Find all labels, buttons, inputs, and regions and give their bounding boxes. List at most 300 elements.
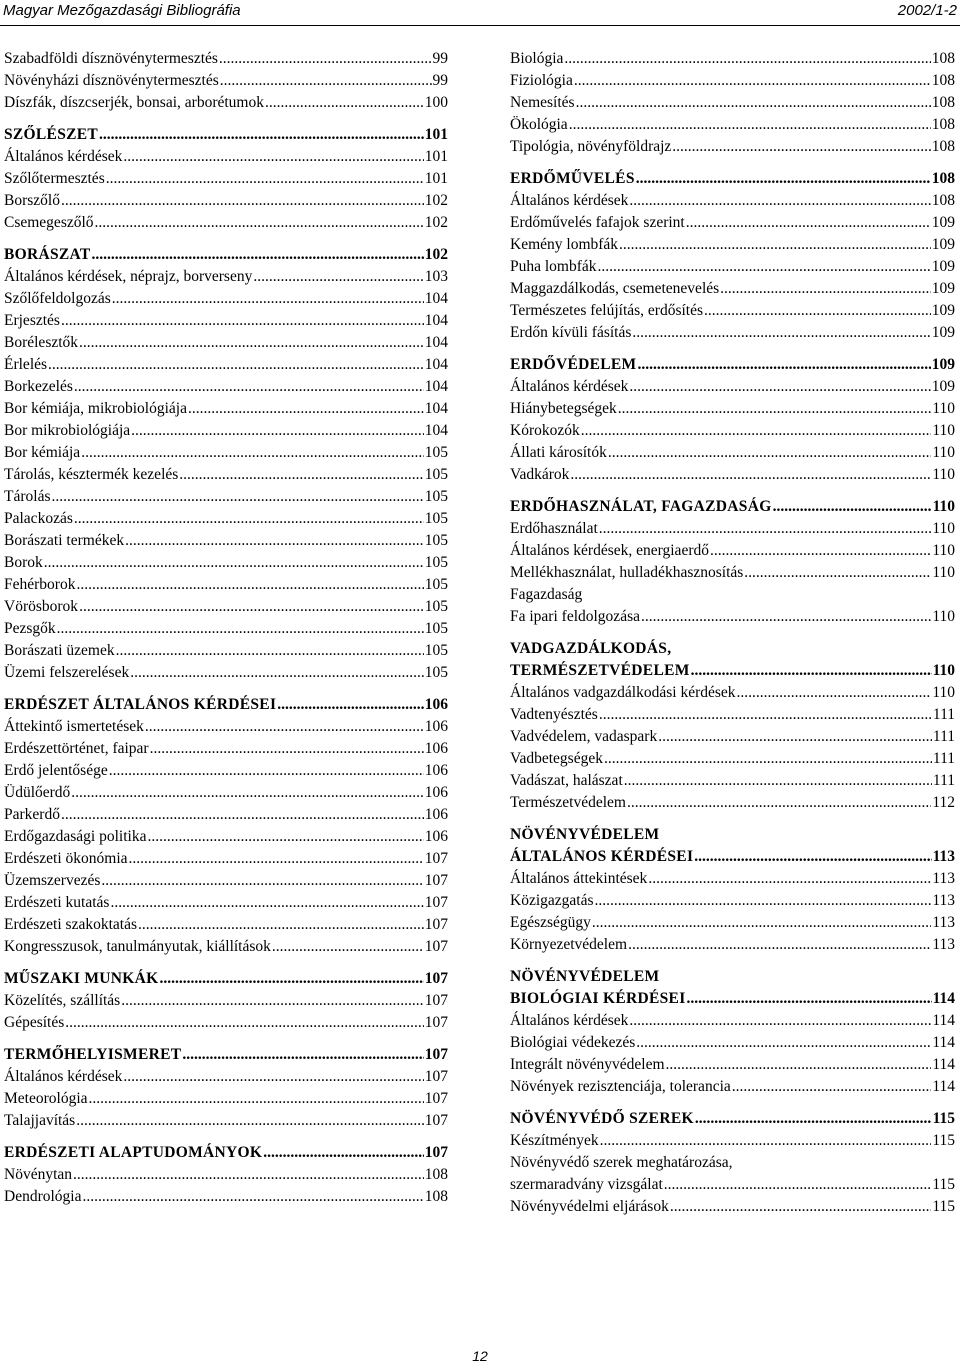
toc-entry xyxy=(510,748,955,770)
toc-entry xyxy=(510,464,955,486)
toc-entry xyxy=(510,1032,955,1054)
toc-entry xyxy=(510,1076,955,1098)
dot-leader xyxy=(218,48,432,70)
dot-leader xyxy=(597,256,931,278)
dot-leader xyxy=(635,1032,931,1054)
dot-leader xyxy=(694,1108,932,1130)
page-ref: 109 xyxy=(931,236,955,253)
page-ref: 107 xyxy=(424,850,448,867)
toc-entry xyxy=(510,770,955,792)
toc-section-heading xyxy=(4,1142,448,1164)
dot-leader xyxy=(563,48,930,70)
page-ref: 102 xyxy=(424,246,448,263)
dot-leader xyxy=(94,212,424,234)
page-ref: 110 xyxy=(932,542,955,559)
dot-leader xyxy=(628,1010,931,1032)
toc-entry xyxy=(510,48,955,70)
page-ref: 105 xyxy=(424,466,448,483)
entry-title: Erdészeti ökonómia xyxy=(4,850,128,867)
entry-title: Üzemszervezés xyxy=(4,872,101,889)
dot-leader xyxy=(80,442,424,464)
page-ref: 105 xyxy=(424,664,448,681)
toc-entry xyxy=(4,826,448,848)
toc-entry xyxy=(510,278,955,300)
dot-leader xyxy=(64,1012,423,1034)
toc-entry xyxy=(510,868,955,890)
dot-leader xyxy=(569,464,931,486)
entry-title: Tipológia, növényföldrajz xyxy=(510,138,672,155)
section-heading-line: VADGAZDÁLKODÁS, xyxy=(510,640,672,657)
entry-title: Integrált növényvédelem xyxy=(510,1056,665,1073)
toc-entry xyxy=(510,792,955,814)
page-ref: 107 xyxy=(424,872,448,889)
entry-title: Borélesztők xyxy=(4,334,79,351)
dot-leader xyxy=(252,266,423,288)
page-ref: 107 xyxy=(424,970,448,987)
page-ref: 105 xyxy=(424,488,448,505)
dot-leader xyxy=(599,1130,932,1152)
dot-leader xyxy=(617,398,932,420)
entry-title: Általános kérdések xyxy=(4,148,123,165)
toc-entry xyxy=(4,804,448,826)
dot-leader xyxy=(158,968,423,990)
section-title: BIOLÓGIAI KÉRDÉSEI xyxy=(510,990,686,1007)
entry-title: Maggazdálkodás, csemetenevelés xyxy=(510,280,720,297)
toc-entry xyxy=(4,92,448,114)
dot-leader xyxy=(43,552,424,574)
page-ref: 105 xyxy=(424,554,448,571)
toc-entry xyxy=(4,1088,448,1110)
toc-section-heading xyxy=(510,496,955,518)
toc-entry xyxy=(4,190,448,212)
page-ref: 107 xyxy=(424,894,448,911)
page-ref: 110 xyxy=(932,662,955,679)
dot-leader xyxy=(623,770,932,792)
entry-title: Csemegeszőlő xyxy=(4,214,94,231)
section-title: BORÁSZAT xyxy=(4,246,91,263)
page-ref: 114 xyxy=(932,1012,955,1029)
toc-entry-label: Fagazdaság xyxy=(510,586,583,603)
dot-leader xyxy=(73,508,424,530)
dot-leader xyxy=(262,1142,424,1164)
page-ref: 105 xyxy=(424,620,448,637)
page-ref: 108 xyxy=(931,138,955,155)
page-ref: 114 xyxy=(932,1056,955,1073)
entry-title: Növényházi dísznövénytermesztés xyxy=(4,72,219,89)
section-title: ERDÉSZET ÁLTALÁNOS KÉRDÉSEI xyxy=(4,696,277,713)
toc-entry xyxy=(4,310,448,332)
dot-leader xyxy=(736,682,932,704)
toc-entry xyxy=(510,376,955,398)
dot-leader xyxy=(120,990,424,1012)
dot-leader xyxy=(731,1076,932,1098)
toc-entry xyxy=(4,1110,448,1132)
entry-title: Hiánybetegségek xyxy=(510,400,617,417)
section-heading-line: NÖVÉNYVÉDELEM xyxy=(510,968,660,985)
page-ref: 113 xyxy=(932,936,955,953)
page-ref: 115 xyxy=(932,1198,955,1215)
toc-entry xyxy=(4,146,448,168)
page-ref: 102 xyxy=(424,192,448,209)
entry-title: Általános kérdések xyxy=(4,1068,123,1085)
toc-entry xyxy=(4,782,448,804)
dot-leader xyxy=(647,868,931,890)
page-ref: 107 xyxy=(424,938,448,955)
entry-title: Erdőművelés fafajok szerint xyxy=(510,214,685,231)
toc-entry xyxy=(4,574,448,596)
page-ref: 113 xyxy=(932,914,955,931)
dot-leader xyxy=(636,354,930,376)
dot-leader xyxy=(98,124,424,146)
toc-entry xyxy=(4,870,448,892)
dot-leader xyxy=(187,398,424,420)
page-ref: 115 xyxy=(932,1132,955,1149)
page-ref: 109 xyxy=(931,378,955,395)
entry-title: Általános kérdések, néprajz, borverseny xyxy=(4,268,253,285)
dot-leader xyxy=(663,1174,932,1196)
toc-entry xyxy=(4,990,448,1012)
page-ref: 104 xyxy=(424,356,448,373)
page-ref: 108 xyxy=(931,192,955,209)
entry-title: Környezetvédelem xyxy=(510,936,628,953)
page-ref: 107 xyxy=(424,1046,448,1063)
page-ref: 110 xyxy=(932,400,955,417)
page-ref: 108 xyxy=(931,116,955,133)
toc-entry xyxy=(4,266,448,288)
toc-entry xyxy=(510,890,955,912)
dot-leader xyxy=(178,464,423,486)
toc-entry xyxy=(4,1066,448,1088)
page-ref: 105 xyxy=(424,532,448,549)
entry-title: Vadászat, halászat xyxy=(510,772,623,789)
entry-title: Nemesítés xyxy=(510,94,575,111)
toc-entry xyxy=(510,912,955,934)
toc-right-column xyxy=(510,48,955,1218)
dot-leader xyxy=(575,92,931,114)
toc-entry xyxy=(510,726,955,748)
entry-title: Gépesítés xyxy=(4,1014,65,1031)
entry-title: Erjesztés xyxy=(4,312,60,329)
page-ref: 103 xyxy=(424,268,448,285)
toc-entry xyxy=(4,892,448,914)
toc-entry xyxy=(510,562,955,584)
toc-entry xyxy=(510,606,955,628)
toc-entry xyxy=(510,70,955,92)
entry-title: Borok xyxy=(4,554,43,571)
page-ref: 106 xyxy=(424,696,448,713)
dot-leader xyxy=(108,760,424,782)
toc-entry xyxy=(4,508,448,530)
dot-leader xyxy=(72,1164,424,1186)
toc-entry xyxy=(4,442,448,464)
entry-title: Erdőgazdasági politika xyxy=(4,828,147,845)
page-ref: 109 xyxy=(931,214,955,231)
dot-leader xyxy=(137,914,424,936)
page-header xyxy=(0,0,960,26)
page-ref: 111 xyxy=(932,750,955,767)
toc-section-heading xyxy=(510,988,955,1010)
page-ref: 106 xyxy=(424,740,448,757)
toc-entry xyxy=(4,596,448,618)
section-heading-line: NÖVÉNYVÉDELEM xyxy=(510,826,660,843)
page-ref: 110 xyxy=(932,422,955,439)
dot-leader xyxy=(635,168,931,190)
dot-leader xyxy=(685,212,931,234)
page-ref: 105 xyxy=(424,444,448,461)
toc-entry xyxy=(4,420,448,442)
page-ref: 106 xyxy=(424,806,448,823)
toc-entry xyxy=(510,1010,955,1032)
toc-entry xyxy=(510,442,955,464)
entry-title: Általános kérdések xyxy=(510,1012,629,1029)
entry-title: Meteorológia xyxy=(4,1090,88,1107)
page-ref: 109 xyxy=(931,324,955,341)
dot-leader xyxy=(598,518,932,540)
page-ref: 101 xyxy=(424,170,448,187)
page-ref: 111 xyxy=(932,706,955,723)
page-ref: 112 xyxy=(932,794,955,811)
entry-title: Kórokozók xyxy=(510,422,580,439)
dot-leader xyxy=(743,562,931,584)
toc-entry xyxy=(4,914,448,936)
section-title: NÖVÉNYVÉDŐ SZEREK xyxy=(510,1110,694,1127)
publication-title: Magyar Mezőgazdasági Bibliográfia xyxy=(3,2,241,19)
toc-entry xyxy=(510,234,955,256)
entry-title: Tárolás xyxy=(4,488,51,505)
page-ref: 106 xyxy=(424,718,448,735)
dot-leader xyxy=(75,1110,424,1132)
dot-leader xyxy=(690,660,932,682)
dot-leader xyxy=(631,322,930,344)
page-ref: 114 xyxy=(932,1034,955,1051)
page-ref: 108 xyxy=(931,170,955,187)
toc-section-heading xyxy=(4,968,448,990)
entry-title: Általános kérdések xyxy=(510,192,629,209)
dot-leader xyxy=(627,934,931,956)
page-number: 12 xyxy=(472,1348,488,1364)
page-ref: 114 xyxy=(932,1078,955,1095)
toc-entry-label: Növényvédő szerek meghatározása, xyxy=(510,1154,733,1171)
entry-title: Borászati üzemek xyxy=(4,642,115,659)
toc-entry xyxy=(510,136,955,158)
page-ref: 107 xyxy=(424,992,448,1009)
entry-title: Borászati termékek xyxy=(4,532,125,549)
toc-entry xyxy=(4,738,448,760)
toc-entry xyxy=(510,420,955,442)
page-ref: 104 xyxy=(424,378,448,395)
dot-leader xyxy=(122,1066,423,1088)
dot-leader xyxy=(568,114,931,136)
section-title: ERDŐHASZNÁLAT, FAGAZDASÁG xyxy=(510,498,772,515)
dot-leader xyxy=(276,694,423,716)
toc-entry xyxy=(4,936,448,958)
page-ref: 106 xyxy=(424,828,448,845)
entry-title: Növénytan xyxy=(4,1166,73,1183)
dot-leader xyxy=(124,530,424,552)
dot-leader xyxy=(50,486,423,508)
dot-leader xyxy=(640,606,931,628)
section-title: ÁLTALÁNOS KÉRDÉSEI xyxy=(510,848,694,865)
toc-entry xyxy=(4,1012,448,1034)
toc-entry xyxy=(4,288,448,310)
page-ref: 107 xyxy=(424,1144,448,1161)
entry-title: Palackozás xyxy=(4,510,73,527)
dot-leader xyxy=(671,136,930,158)
toc-entry xyxy=(4,48,448,70)
toc-section-heading xyxy=(4,124,448,146)
toc-section-heading xyxy=(510,846,955,868)
entry-title: Biológiai védekezés xyxy=(510,1034,636,1051)
page-ref: 105 xyxy=(424,510,448,527)
section-title: ERDŐMŰVELÉS xyxy=(510,170,635,187)
toc-section-heading xyxy=(510,168,955,190)
entry-title: Parkerdő xyxy=(4,806,60,823)
section-title: ERDÉSZETI ALAPTUDOMÁNYOK xyxy=(4,1144,263,1161)
dot-leader xyxy=(693,846,931,868)
dot-leader xyxy=(628,190,930,212)
entry-title: Pezsgők xyxy=(4,620,56,637)
page-ref: 108 xyxy=(424,1166,448,1183)
entry-title: Erdészeti kutatás xyxy=(4,894,110,911)
section-title: TERMŐHELYISMERET xyxy=(4,1046,182,1063)
toc-entry xyxy=(510,322,955,344)
toc-entry xyxy=(4,212,448,234)
entry-title: Szabadföldi dísznövénytermesztés xyxy=(4,50,218,67)
entry-title: szermaradvány vizsgálat xyxy=(510,1176,663,1193)
page-ref: 105 xyxy=(424,576,448,593)
dot-leader xyxy=(78,596,424,618)
dot-leader xyxy=(70,782,423,804)
page-ref: 104 xyxy=(424,400,448,417)
dot-leader xyxy=(669,1196,931,1218)
toc-entry xyxy=(510,1174,955,1196)
page-ref: 110 xyxy=(932,466,955,483)
page-ref: 109 xyxy=(931,302,955,319)
entry-title: Díszfák, díszcserjék, bonsai, arborétumok xyxy=(4,94,264,111)
section-title: ERDŐVÉDELEM xyxy=(510,356,637,373)
dot-leader xyxy=(144,716,424,738)
page-ref: 111 xyxy=(932,772,955,789)
entry-title: Kongresszusok, tanulmányutak, kiállítások xyxy=(4,938,271,955)
toc-entry xyxy=(4,552,448,574)
page-ref: 108 xyxy=(931,72,955,89)
page-ref: 107 xyxy=(424,916,448,933)
page-ref: 115 xyxy=(932,1176,955,1193)
dot-leader xyxy=(626,792,931,814)
page-ref: 105 xyxy=(424,598,448,615)
page-ref: 104 xyxy=(424,312,448,329)
toc-entry xyxy=(510,1196,955,1218)
page-ref: 108 xyxy=(424,1188,448,1205)
page-ref: 107 xyxy=(424,1112,448,1129)
page-ref: 108 xyxy=(931,50,955,67)
dot-leader xyxy=(264,92,424,114)
entry-title: Szőlőfeldolgozás xyxy=(4,290,111,307)
dot-leader xyxy=(88,1088,424,1110)
toc-entry xyxy=(510,1054,955,1076)
page-ref: 110 xyxy=(932,520,955,537)
entry-title: Üdülőerdő xyxy=(4,784,71,801)
toc-section-heading xyxy=(510,660,955,682)
dot-leader xyxy=(618,234,931,256)
entry-title: Dendrológia xyxy=(4,1188,82,1205)
entry-title: Erdőn kívüli fásítás xyxy=(510,324,632,341)
page-ref: 99 xyxy=(432,50,448,67)
toc-entry xyxy=(510,518,955,540)
dot-leader xyxy=(56,618,424,640)
page-ref: 99 xyxy=(432,72,448,89)
entry-title: Biológia xyxy=(510,50,564,67)
entry-title: Erdő jelentősége xyxy=(4,762,108,779)
page-ref: 107 xyxy=(424,1068,448,1085)
page-ref: 106 xyxy=(424,762,448,779)
toc-entry xyxy=(4,618,448,640)
toc-entry xyxy=(510,1130,955,1152)
page-ref: 108 xyxy=(931,94,955,111)
toc-entry xyxy=(510,190,955,212)
page-ref: 104 xyxy=(424,422,448,439)
page-ref: 110 xyxy=(932,684,955,701)
entry-title: Vadtenyésztés xyxy=(510,706,598,723)
entry-title: Készítmények xyxy=(510,1132,599,1149)
section-title: MŰSZAKI MUNKÁK xyxy=(4,970,159,987)
toc-entry xyxy=(510,540,955,562)
dot-leader xyxy=(719,278,931,300)
toc-entry xyxy=(4,70,448,92)
entry-title: Fa ipari feldolgozása xyxy=(510,608,640,625)
page-ref: 100 xyxy=(424,94,448,111)
page-ref: 109 xyxy=(931,280,955,297)
dot-leader xyxy=(591,912,931,934)
page-ref: 115 xyxy=(932,1110,955,1127)
entry-title: Szőlőtermesztés xyxy=(4,170,105,187)
page-ref: 110 xyxy=(932,608,955,625)
dot-leader xyxy=(47,354,424,376)
toc-left-column xyxy=(4,48,448,1208)
entry-title: Puha lombfák xyxy=(510,258,597,275)
entry-title: Természetvédelem xyxy=(510,794,626,811)
dot-leader xyxy=(219,70,432,92)
toc-entry xyxy=(510,398,955,420)
dot-leader xyxy=(73,376,424,398)
entry-title: Kemény lombfák xyxy=(510,236,619,253)
entry-title: Állati károsítók xyxy=(510,444,607,461)
toc-section-heading xyxy=(4,244,448,266)
entry-title: Bor kémiája xyxy=(4,444,81,461)
toc-entry xyxy=(4,376,448,398)
dot-leader xyxy=(78,332,424,354)
entry-title: Fehérborok xyxy=(4,576,76,593)
entry-title: Általános vadgazdálkodási kérdések xyxy=(510,684,736,701)
toc-entry xyxy=(4,486,448,508)
entry-title: Növényvédelmi eljárások xyxy=(510,1198,669,1215)
entry-title: Érlelés xyxy=(4,356,48,373)
entry-title: Bor mikrobiológiája xyxy=(4,422,131,439)
issue-number: 2002/1-2 xyxy=(897,2,957,19)
dot-leader xyxy=(573,70,931,92)
page-ref: 109 xyxy=(931,356,955,373)
entry-title: Vadbetegségek xyxy=(510,750,603,767)
page-ref: 107 xyxy=(424,1090,448,1107)
page-ref: 110 xyxy=(932,498,955,515)
page-ref: 106 xyxy=(424,784,448,801)
toc-section-heading xyxy=(510,1108,955,1130)
toc-entry xyxy=(510,934,955,956)
toc-entry xyxy=(510,704,955,726)
page-ref: 113 xyxy=(932,848,955,865)
toc-entry xyxy=(4,662,448,684)
page-ref: 111 xyxy=(932,728,955,745)
